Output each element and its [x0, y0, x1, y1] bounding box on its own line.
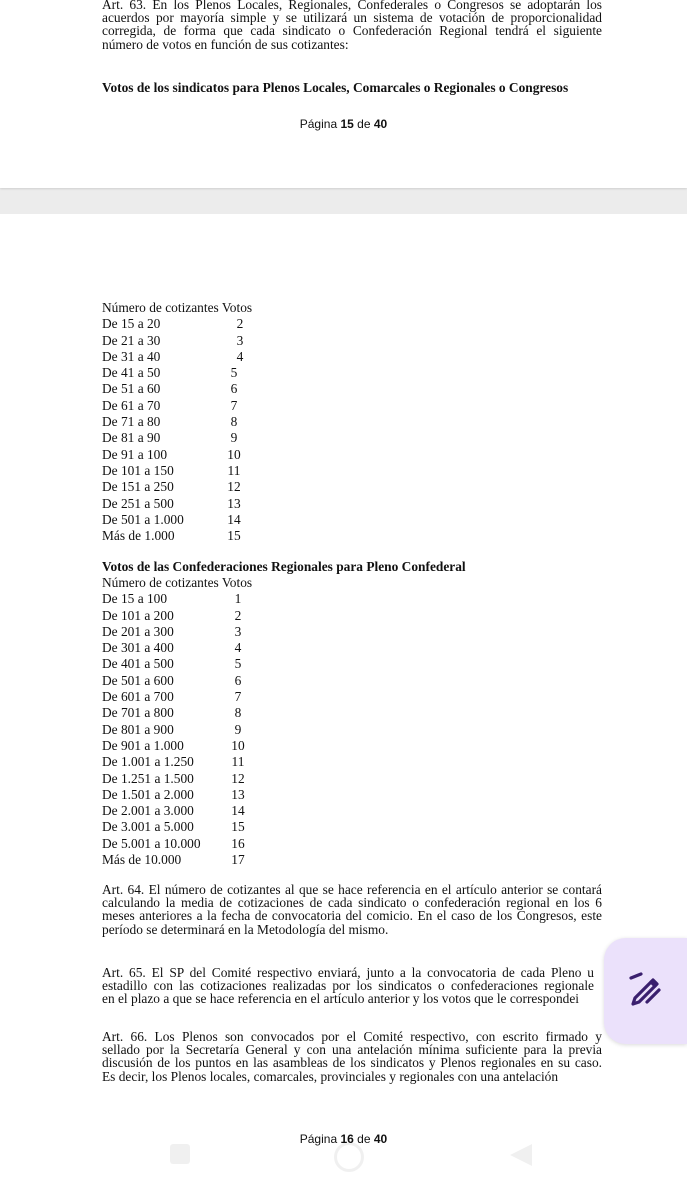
cotizantes-range: De 1.001 a 1.250: [102, 754, 194, 770]
article-63-line: Art. 63. En los Plenos Locales, Regionales, Confederales o Congresos se adoptarán los: [102, 0, 602, 12]
votes-value: 14: [227, 511, 241, 527]
votes-value: 8: [234, 705, 242, 721]
pen-edit-icon: [625, 968, 667, 1015]
votes-value: 11: [227, 462, 241, 478]
page-number-15: Página 15 de 40: [299, 117, 388, 131]
cotizantes-range: De 101 a 200: [102, 607, 174, 623]
cotizantes-range: Más de 10.000: [102, 852, 182, 868]
cotizantes-range: De 901 a 1.000: [102, 737, 184, 753]
cotizantes-range: De 301 a 400: [102, 640, 174, 656]
votes-value: 7: [234, 689, 242, 705]
cotizantes-range: De 81 a 90: [102, 430, 161, 446]
article-65-line: en el plazo a que se hace referencia en el artículo anterior y los votos que le correspondei: [102, 991, 580, 1006]
votes-value: 1: [234, 591, 242, 607]
votes-value: 10: [227, 446, 241, 462]
votes-value: 4: [236, 348, 244, 364]
votes-value: 15: [231, 819, 245, 835]
cotizantes-range: Más de 1.000: [102, 528, 175, 544]
votes-value: 9: [234, 721, 242, 737]
article-65-line: estadillo con las cotizaciones realizadas por los sindicatos o confederaciones regionale: [102, 978, 594, 994]
article-66-paragraph: [102, 1030, 602, 1083]
cotizantes-range: De 251 a 500: [102, 495, 174, 511]
cotizantes-range: De 501 a 600: [102, 672, 174, 688]
votes-value: 12: [231, 770, 245, 786]
cotizantes-range: De 61 a 70: [102, 397, 161, 413]
votes-value: 2: [236, 316, 244, 332]
cotizantes-range: De 701 a 800: [102, 705, 174, 721]
confederaciones-votes-heading: Votos de las Confederaciones Regionales para Pleno Confederal: [102, 559, 466, 574]
cotizantes-range: De 2.001 a 3.000: [102, 803, 194, 819]
pdf-page-16: Número de cotizantes Votos De 15 a 20 2 De 21 a 30 3 De 31 a 40 4 De 41 a 50 5 De 51 a 60 6 De 61 a 70 7 De 71 a 80 8 De 81 a 90 9 De 91 a 100 10 De 101 a 150 11 De 151 a 250 12 De 251 a 500 13 De 501 a 1.000 14 Más de 1.000 15 Votos de las Confederaciones Regionales para Pleno Confederal Número de cotizantes Votos De 15 a 100 1 De 101 a 200 2 De 201 a 300 3 De 301 a 400 4 De 401 a 500 5 De 501 a 600 6 De 601 a 700 7 De 701 a 800 8 De 801 a 900 9 De 901 a 1.000 10 De 1.001 a 1.250 11 De 1.251 a 1.500 12 De 1.501 a 2.000 13 De 2.001 a 3.000 14 De 3.001 a 5.000 15 De 5.001 a 10.000 16 Más de 10.000 17 Art. 64. El número de cotizantes al que se hace referencia en el artículo anterior se contará calculando la media de cotizaciones de cada sindicato o confederación regional en los 6 meses anteriores a la fecha de convocatoria del comicio. En el caso de los Congresos, este período se determinará en la Metodología del mismo. Art. 65. El SP del Comité respectivo enviará, junto a la convocatoria de cada Pleno u estadillo con las cotizaciones realizadas por los sindicatos o confederaciones regionale en el plazo a que se hace referencia en el artículo anterior y los votos que le correspondei Art. 66. Los Plenos son convocados por el Comité respectivo, con escrito firmado y sellado por la Secretaría General y con una antelación mínima suficiente para la previa discusión de los puntos en las asambleas de los sindicatos y Plenos regionales en su caso. Es decir, los Plenos locales, comarcales, provinciales y regionales con una antelación Página 16 de 40: [0, 214, 687, 1200]
votes-value: 6: [230, 381, 238, 397]
cotizantes-range: De 101 a 150: [102, 462, 174, 478]
votes-value: 7: [230, 397, 238, 413]
article-66-line: Art. 66. Los Plenos son convocados por el Comité respectivo, con escrito firmado y: [102, 1029, 602, 1044]
cotizantes-range: De 501 a 1.000: [102, 511, 184, 527]
article-63-line: corregida, de forma que cada sindicato o Confederación Regional tendrá el siguiente: [102, 23, 602, 39]
cotizantes-range: De 91 a 100: [102, 446, 168, 462]
cotizantes-range: De 15 a 20: [102, 316, 161, 332]
sindicatos-votes-heading: Votos de los sindicatos para Plenos Locales, Comarcales o Regionales o Congresos: [102, 80, 569, 95]
article-66-line: Es decir, los Plenos locales, comarcales, provinciales y regionales con una antelación: [102, 1068, 559, 1084]
cotizantes-range: De 1.251 a 1.500: [102, 770, 194, 786]
cotizantes-range: De 41 a 50: [102, 365, 161, 381]
votes-value: 3: [234, 623, 242, 639]
votes-value: 5: [230, 365, 238, 381]
cotizantes-range: De 601 a 700: [102, 689, 174, 705]
article-65-paragraph: [102, 966, 594, 1006]
article-65-line: Art. 65. El SP del Comité respectivo enviará, junto a la convocatoria de cada Pleno u: [102, 966, 594, 980]
system-navigation-bar: [0, 1128, 687, 1200]
back-nav-button[interactable]: [510, 1144, 532, 1166]
cotizantes-range: De 51 a 60: [102, 381, 161, 397]
article-64-line: calculando la media de cotizaciones de cada sindicato o confederación regional en los 6: [102, 895, 602, 911]
cotizantes-range: De 201 a 300: [102, 623, 174, 639]
votes-value: 16: [231, 835, 245, 851]
votes-value: 5: [234, 656, 242, 672]
article-63-paragraph: [102, 0, 602, 51]
cotizantes-range: De 15 a 100: [102, 591, 168, 607]
votes-value: 13: [231, 786, 245, 802]
votes-value: 6: [234, 672, 242, 688]
article-63-line: número de votos en función de sus cotizantes:: [102, 36, 349, 52]
cotizantes-range: De 151 a 250: [102, 479, 174, 495]
article-64-line: período se determinará en la Metodología del mismo.: [102, 921, 389, 937]
votes-value: 15: [227, 528, 241, 544]
votes-value: 4: [234, 640, 242, 656]
votes-value: 8: [230, 414, 238, 430]
cotizantes-range: De 401 a 500: [102, 656, 174, 672]
votes-value: 2: [234, 607, 242, 623]
recents-nav-button[interactable]: [170, 1144, 190, 1164]
home-nav-button[interactable]: [334, 1142, 364, 1172]
article-66-line: discusión de los puntos en las asambleas de los sindicatos y Plenos regionales en su caso.: [102, 1055, 602, 1071]
pdf-page-15: [0, 0, 687, 188]
votes-value: 14: [231, 803, 245, 819]
cotizantes-range: De 71 a 80: [102, 414, 161, 430]
page-number-16: Página 16 de 40: [299, 1132, 388, 1146]
votes-value: 17: [231, 852, 245, 868]
cotizantes-range: De 801 a 900: [102, 721, 174, 737]
votes-value: 3: [236, 332, 244, 348]
article-64-line: Art. 64. El número de cotizantes al que se hace referencia en el artículo anterior se contará: [102, 882, 602, 897]
votes-value: 12: [227, 479, 241, 495]
cotizantes-range: De 1.501 a 2.000: [102, 786, 194, 802]
votes-value: 10: [231, 737, 245, 753]
cotizantes-range: De 31 a 40: [102, 348, 161, 364]
votes-value: 9: [230, 430, 238, 446]
cotizantes-range: De 5.001 a 10.000: [102, 835, 201, 851]
votes-value: 11: [231, 754, 245, 770]
article-64-line: meses anteriores a la fecha de convocatoria del comicio. En el caso de los Congresos, este: [102, 908, 602, 924]
cotizantes-range: De 21 a 30: [102, 332, 161, 348]
votes-value: 13: [227, 495, 241, 511]
article-64-paragraph: [102, 883, 602, 936]
cotizantes-range: De 3.001 a 5.000: [102, 819, 194, 835]
article-66-line: sellado por la Secretaría General y con una antelación mínima suficiente para la previa: [102, 1042, 602, 1058]
article-63-line: acuerdos por mayoría simple y se utilizará un sistema de votación de proporcionalidad: [102, 10, 602, 26]
annotate-fab-button[interactable]: [604, 938, 687, 1044]
